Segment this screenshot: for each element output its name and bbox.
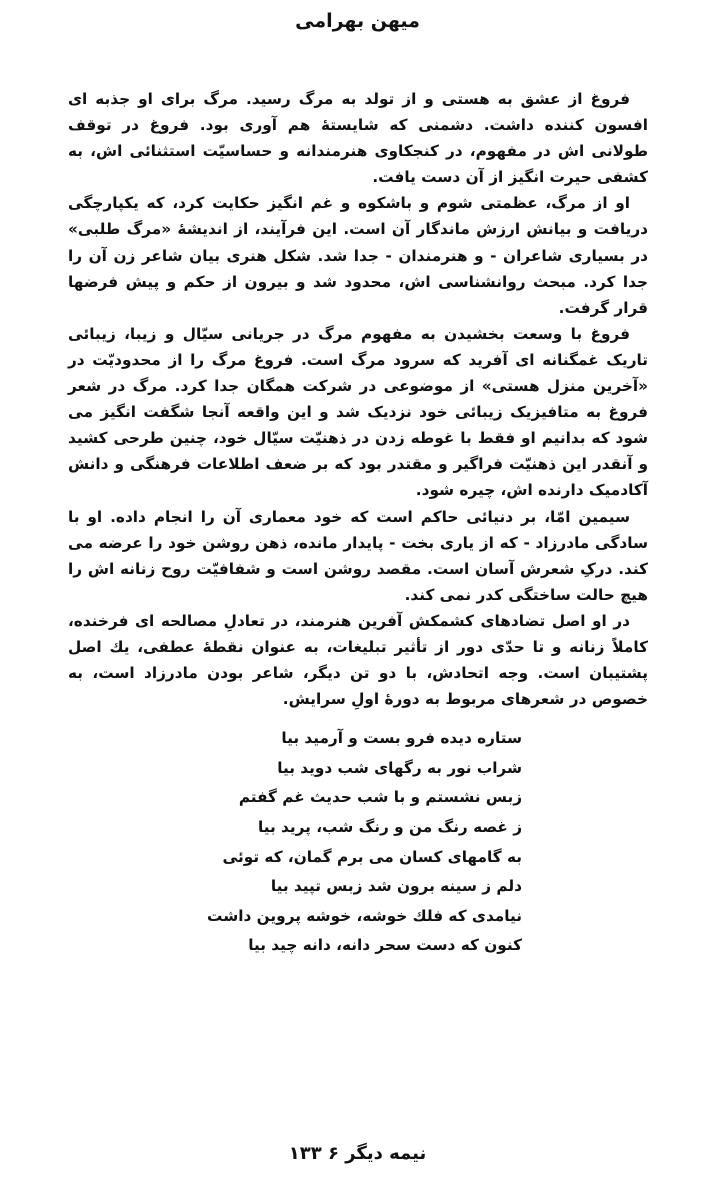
poem-line: ستاره دیده فرو بست و آرمید بیا xyxy=(281,729,522,748)
poem-line: شراب نور به رگهای شب دوید بیا xyxy=(277,758,522,777)
poem-line: کنون که دست سحر دانه، دانه چید بیا xyxy=(248,936,522,955)
page-footer: نیمه دیگر ۶ ۱۳۳ xyxy=(288,1143,427,1164)
poem xyxy=(68,724,648,961)
paragraph-3: فروغ با وسعت بخشیدن به مفهوم مرگ در جریانی سیّال و زیبا، زیبائی تاریک غمگنانه ای آفرید که سرود مرگ است. فروغ مرگ را از محدودیّت در «آخرین منزل هستی» از موضوعی در شرکت همگان جدا کرد. مرگ در شعر فروغ به متافیزیک زیبائی خود نزدیک شد و این واقعه آنجا شگفت انگیز می شود که بدانیم او فقط با غوطه زدن در ذهنیّت سیّال خود، چنین طرحی کشید و آنقدر این ذهنیّت فراگیر و مقتدر بود که بر ضعف اطلاعات فرهنگی و دانش آکادمیک دارنده اش، چیره شود. xyxy=(68,324,648,500)
poem-line: ز غصه رنگ من و رنگ شب، پرید بیا xyxy=(258,818,522,837)
article-body xyxy=(68,86,648,961)
paragraph-5: در او اصل تضادهای کشمکش آفرین هنرمند، در تعادلِ مصالحه ای فرخنده، کاملاً زنانه و تا حدّی دور از تأثیر تبلیغات، به عنوان نقطهٔ عطفی، یك اصل پشتیبان است. وجه اتحادش، با دو تن دیگر، شاعر بودن مادرزاد است، به خصوص در شعرهای مربوط به دورهٔ اولِ سرایش. xyxy=(68,611,648,709)
poem-line: دلم ز سینه برون شد زبس تپید بیا xyxy=(270,877,522,896)
paragraph-2: او از مرگ، عظمتی شوم و باشکوه و غم انگیز حکایت کرد، که یکپارچگی دریافت و بیانش ارزش ماندگار آن است. این فرآیند، از اندیشهٔ «مرگ طلبی» در بسیاری شاعران - و هنرمندان - جدا شد. شکل هنری بیان شاعر زن آن را جدا کرد. مبحث روانشناسی اش، محدود شد و بیرون از حکم و پیش فرضها قرار گرفت. xyxy=(68,194,648,317)
poem-line: نیامدی که فلك خوشه، خوشه پروین داشت xyxy=(207,906,522,925)
paragraph-1: فروغ از عشق به هستی و از تولد به مرگ رسید. مرگ برای او جذبه ای افسون کننده داشت. دشمنی که شایستهٔ هم آوری بود. فروغ در توقف طولانی اش در مفهوم، در کنجکاوی هنرمندانه و حساسیّت استثنائی اش، به کشفی حیرت انگیز از آن دست یافت. xyxy=(68,90,648,187)
paragraph-4: سیمین امّا، بر دنیائی حاکم است که خود معماری آن را انجام داده. او با سادگی مادرزاد - که از یاری بخت - پایدار مانده، ذهن روشن خود را عرضه می کند. درکِ شعرش آسان است. مقصد روشن است و شفافیّت روح زنانه اش را هیچ حالت ساختگی کدر نمی کند. xyxy=(68,507,648,604)
poem-line: زبس نشستم و با شب حدیث غم گفتم xyxy=(238,788,522,807)
poem-line: به گامهای کسان می برم گمان، که توئی xyxy=(222,847,522,866)
page-header: میهن بهرامی xyxy=(295,10,420,32)
